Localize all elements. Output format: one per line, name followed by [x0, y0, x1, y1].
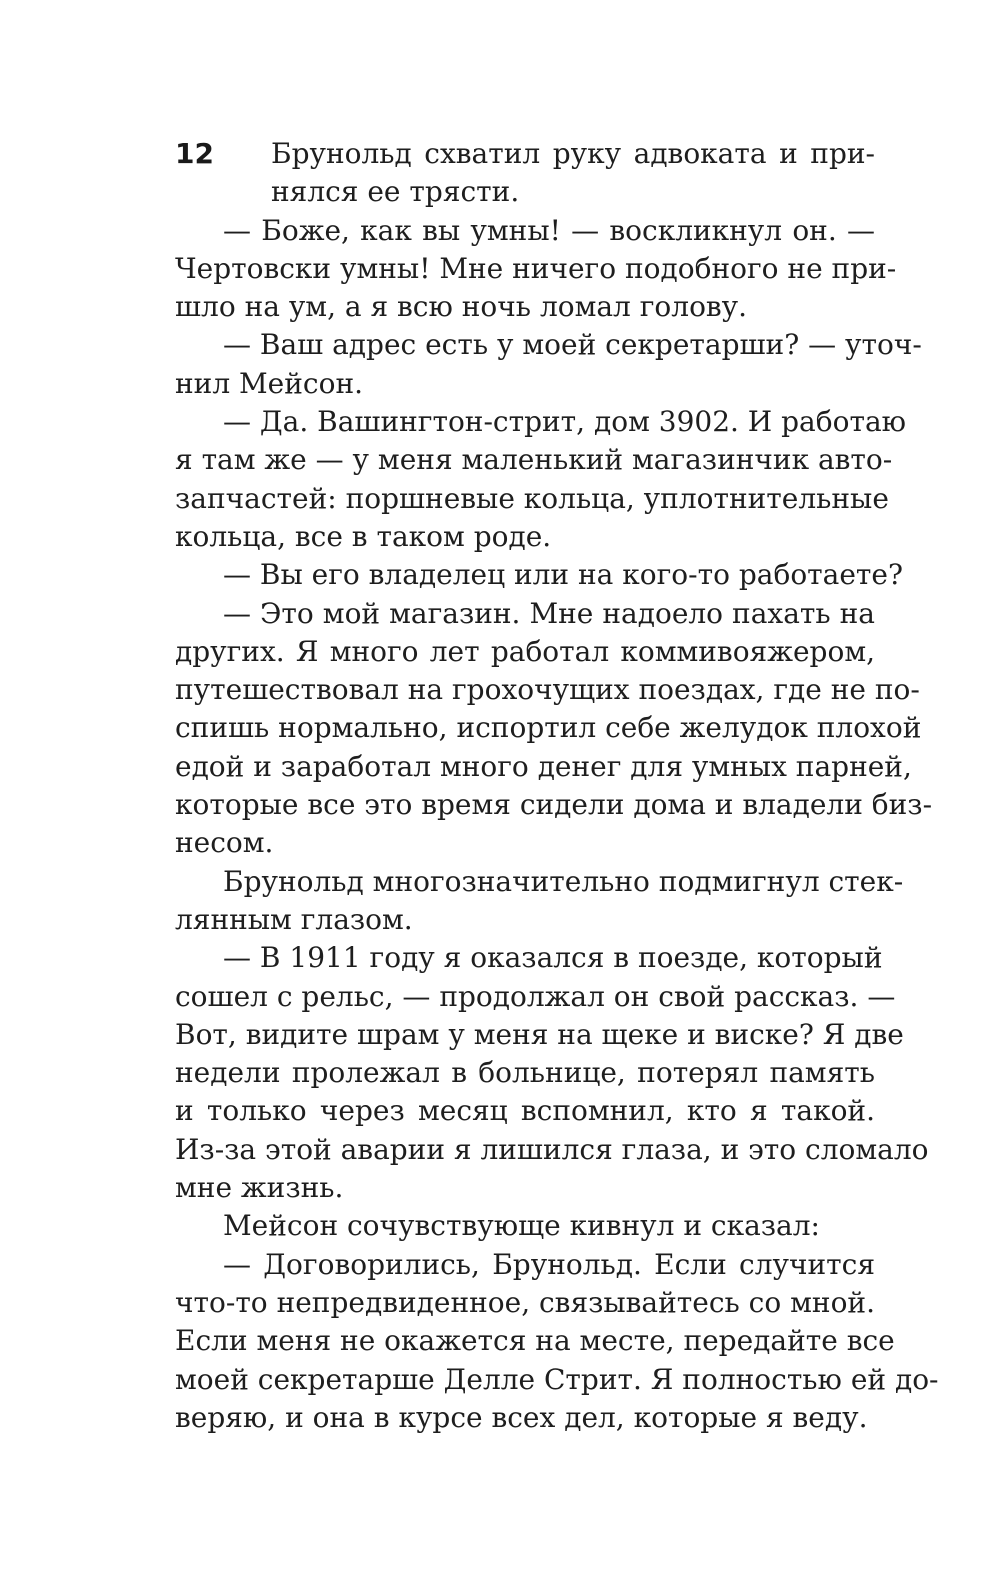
- text-line: Чертовски умны! Мне ничего подобного не при-: [175, 251, 897, 285]
- text-line: путешествовал на грохочущих поездах, где не по-: [175, 673, 920, 707]
- text-line: Брунольд схватил руку адвоката и при-: [271, 137, 875, 170]
- text-line: я там же — у меня маленький магазинчик авто-: [175, 443, 893, 477]
- text-line: — Ваш адрес есть у моей секретарши? — уточ-: [223, 328, 922, 362]
- page-number: 12: [175, 137, 214, 170]
- text-line: едой и заработал много денег для умных парней,: [175, 749, 912, 783]
- book-text: [175, 135, 939, 1437]
- text-line: и только через месяц вспомнил, кто я такой.: [175, 1094, 875, 1128]
- text-line: нил Мейсон.: [175, 366, 364, 400]
- text-line: лянным глазом.: [175, 902, 413, 936]
- text-line: сошел с рельс, — продолжал он свой рассказ. —: [175, 979, 896, 1013]
- text-line: нялся ее трясти.: [271, 175, 520, 209]
- text-line: запчастей: поршневые кольца, уплотнительные: [175, 481, 889, 515]
- text-line: — В 1911 году я оказался в поезде, который: [223, 941, 883, 975]
- text-line: кольца, все в таком роде.: [175, 519, 552, 553]
- text-line: Если меня не окажется на месте, передайте все: [175, 1324, 895, 1358]
- text-line: Из-за этой аварии я лишился глаза, и это сломало: [175, 1132, 929, 1166]
- text-line: мне жизнь.: [175, 1171, 344, 1205]
- text-line: шло на ум, а я всю ночь ломал голову.: [175, 290, 748, 324]
- text-line: Вот, видите шрам у меня на щеке и виске? Я две: [175, 1017, 904, 1051]
- text-line: недели пролежал в больнице, потерял память: [175, 1056, 875, 1090]
- text-line: моей секретарше Делле Стрит. Я полностью ей до-: [175, 1362, 939, 1396]
- text-line: что-то непредвиденное, связывайтесь со мной.: [175, 1285, 875, 1319]
- text-line: спишь нормально, испортил себе желудок плохой: [175, 711, 922, 745]
- text-line: веряю, и она в курсе всех дел, которые я веду.: [175, 1400, 868, 1434]
- text-line: которые все это время сидели дома и владели биз-: [175, 788, 933, 822]
- text-line: несом.: [175, 826, 274, 860]
- text-line: других. Я много лет работал коммивояжером,: [175, 634, 875, 668]
- text-line: — Да. Вашингтон-стрит, дом 3902. И работаю: [223, 405, 907, 439]
- text-line: — Договорились, Брунольд. Если случится: [223, 1247, 875, 1281]
- text-line: Брунольд многозначительно подмигнул стек-: [223, 864, 904, 898]
- text-line: — Боже, как вы умны! — воскликнул он. —: [223, 213, 875, 247]
- text-line: — Это мой магазин. Мне надоело пахать на: [223, 596, 875, 630]
- text-line: Мейсон сочувствующе кивнул и сказал:: [223, 1209, 820, 1243]
- text-line: — Вы его владелец или на кого-то работаете?: [223, 558, 903, 592]
